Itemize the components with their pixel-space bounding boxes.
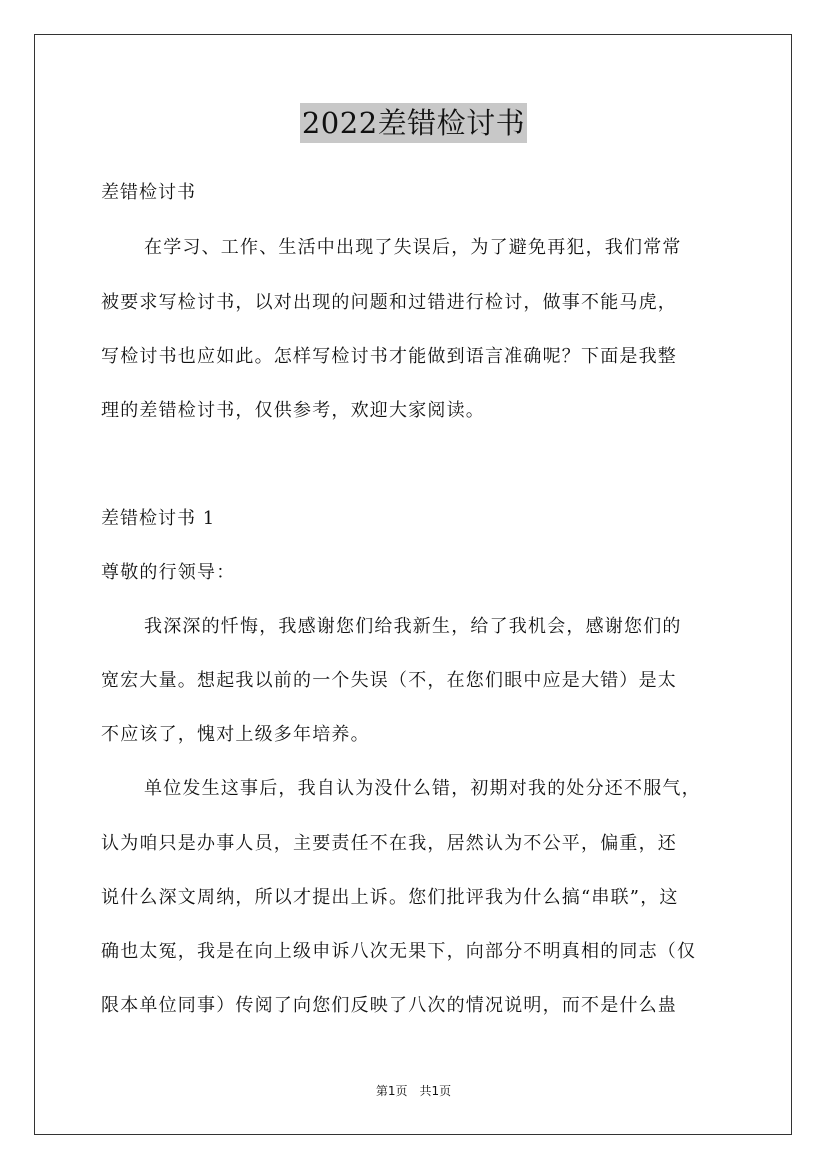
section-heading-intro: 差错检讨书 <box>101 182 196 203</box>
intro-line-3: 写检讨书也应如此。怎样写检讨书才能做到语言准确呢？下面是我整 <box>101 346 677 367</box>
para2-line-1: 单位发生这事后，我自认为没什么错，初期对我的处分还不服气， <box>144 778 701 799</box>
document-title: 2022差错检讨书 <box>300 103 527 143</box>
para2-line-3: 说什么深文周纳，所以才提出上诉。您们批评我为什么搞“串联”，这 <box>101 887 679 908</box>
para1-line-1: 我深深的忏悔，我感谢您们给我新生，给了我机会，感谢您们的 <box>144 616 682 637</box>
page-footer: 第1页 共1页 <box>375 1084 452 1098</box>
para1-line-2: 宽宏大量。想起我以前的一个失误（不，在您们眼中应是大错）是太 <box>101 670 677 691</box>
section-heading-1: 差错检讨书 1 <box>101 508 216 529</box>
salutation: 尊敬的行领导： <box>101 562 236 583</box>
intro-line-4: 理的差错检讨书，仅供参考，欢迎大家阅读。 <box>101 400 485 421</box>
intro-line-1: 在学习、工作、生活中出现了失误后，为了避免再犯，我们常常 <box>144 237 682 258</box>
para1-line-3: 不应该了，愧对上级多年培养。 <box>101 724 370 745</box>
intro-line-2: 被要求写检讨书，以对出现的问题和过错进行检讨，做事不能马虎， <box>101 292 677 313</box>
title-container <box>0 103 827 143</box>
para2-line-4: 确也太冤，我是在向上级申诉八次无果下，向部分不明真相的同志（仅 <box>101 941 697 962</box>
para2-line-5: 限本单位同事）传阅了向您们反映了八次的情况说明，而不是什么蛊 <box>101 995 677 1016</box>
para2-line-2: 认为咱只是办事人员，主要责任不在我，居然认为不公平，偏重，还 <box>101 833 677 854</box>
